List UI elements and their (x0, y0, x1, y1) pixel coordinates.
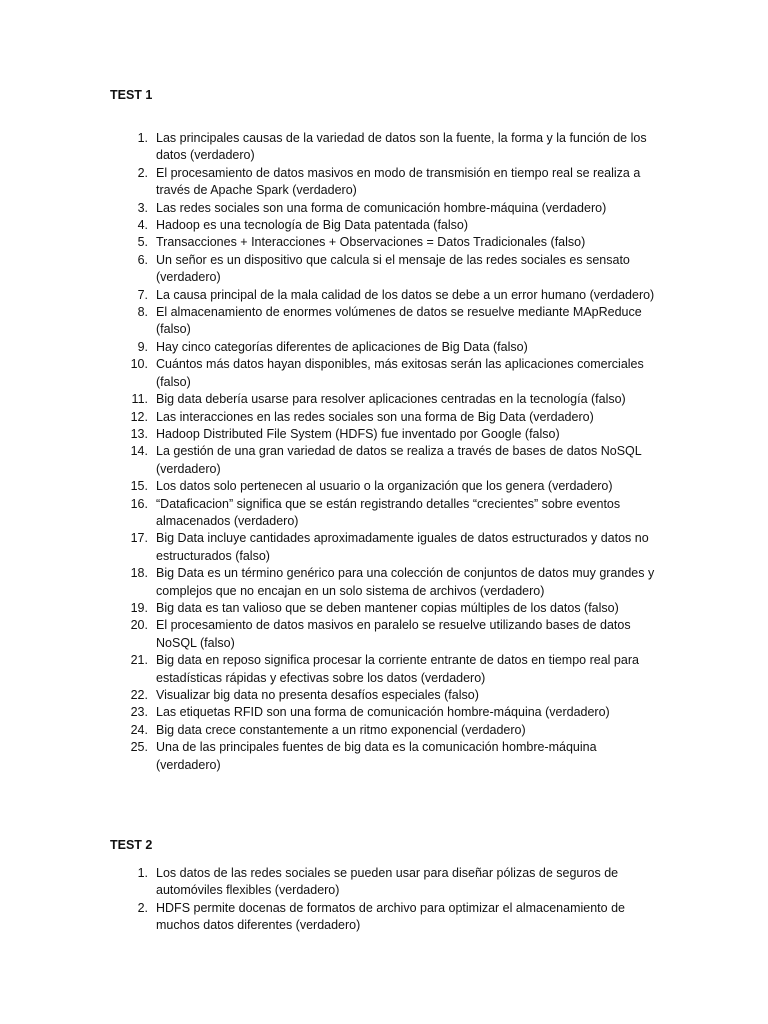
question-item (108, 339, 658, 356)
question-item (108, 287, 658, 304)
question-number: 23. (130, 705, 148, 720)
question-text: Las etiquetas RFID son una forma de comunicación hombre-máquina (verdadero) (156, 705, 610, 720)
test-1-title: TEST 1 (110, 88, 153, 102)
question-text: Cuántos más datos hayan disponibles, más exitosas serán las aplicaciones comerciales (falso) (156, 357, 644, 389)
question-number: 5. (137, 235, 148, 250)
question-number: 8. (137, 305, 148, 320)
question-text: “Dataficacion” significa que se están registrando detalles “crecientes” sobre eventos almacenados (verdadero) (156, 496, 621, 528)
question-item (108, 687, 658, 704)
question-item (108, 304, 658, 339)
question-item (108, 617, 658, 652)
question-text: Los datos de las redes sociales se pueden usar para diseñar pólizas de seguros de automóviles flexibles (verdadero) (156, 866, 619, 898)
question-text: Una de las principales fuentes de big data es la comunicación hombre-máquina (verdadero) (156, 740, 597, 772)
question-text: Visualizar big data no presenta desafíos especiales (falso) (156, 688, 479, 702)
question-number: 24. (130, 722, 148, 737)
question-number: 4. (137, 218, 148, 233)
question-item (108, 252, 658, 287)
question-item (108, 234, 658, 251)
question-item (108, 739, 658, 774)
question-item (108, 530, 658, 565)
question-text: Big data debería usarse para resolver aplicaciones centradas en la tecnología (falso) (156, 392, 626, 407)
question-item (108, 600, 658, 617)
question-text: Hadoop es una tecnología de Big Data patentada (falso) (156, 218, 469, 233)
question-text: La gestión de una gran variedad de datos se realiza a través de bases de datos NoSQL (verdadero) (156, 444, 642, 476)
question-text: Hay cinco categorías diferentes de aplicaciones de Big Data (falso) (156, 339, 528, 354)
question-number: 2. (137, 165, 148, 180)
question-number: 1. (137, 131, 148, 145)
test-1-question-list (108, 130, 658, 774)
question-text: Hadoop Distributed File System (HDFS) fue inventado por Google (falso) (156, 426, 560, 441)
question-number: 11. (131, 392, 148, 407)
question-text: Big data crece constantemente a un ritmo exponencial (verdadero) (156, 722, 526, 737)
question-number: 10. (130, 357, 148, 372)
question-text: Las principales causas de la variedad de datos son la fuente, la forma y la función de los datos (verdadero) (156, 131, 647, 163)
question-number: 14. (130, 444, 148, 459)
question-item (108, 200, 658, 217)
question-text: Transacciones + Interacciones + Observaciones = Datos Tradicionales (falso) (156, 235, 586, 250)
question-item (108, 426, 658, 443)
question-item (108, 865, 658, 900)
question-item (108, 565, 658, 600)
question-number: 6. (137, 252, 148, 267)
question-number: 13. (130, 426, 148, 441)
question-number: 7. (137, 287, 148, 302)
question-number: 3. (137, 200, 148, 215)
question-number: 2. (137, 900, 148, 915)
question-text: Las redes sociales son una forma de comunicación hombre-máquina (verdadero) (156, 200, 607, 215)
question-text: La causa principal de la mala calidad de los datos se debe a un error humano (verdadero) (156, 287, 655, 302)
question-text: Big data en reposo significa procesar la corriente entrante de datos en tiempo real para estadísticas rápidas y efectivas sobre los datos (verdadero) (156, 653, 639, 685)
question-item (108, 165, 658, 200)
question-item (108, 704, 658, 721)
question-text: Big Data es un término genérico para una colección de conjuntos de datos muy grandes y complejos que no encajan en un solo sistema de archivos (verdadero) (156, 566, 655, 598)
question-item (108, 443, 658, 478)
question-text: Los datos solo pertenecen al usuario o la organización que los genera (verdadero) (156, 479, 613, 494)
question-text: Big Data incluye cantidades aproximadamente iguales de datos estructurados y datos no estructurados (falso) (156, 531, 649, 563)
question-number: 20. (130, 618, 148, 633)
question-item (108, 409, 658, 426)
question-number: 21. (130, 653, 148, 668)
question-item (108, 722, 658, 739)
question-number: 17. (130, 531, 148, 546)
question-number: 1. (137, 866, 148, 880)
question-text: El almacenamiento de enormes volúmenes de datos se resuelve mediante MApReduce (falso) (156, 305, 642, 337)
question-item (108, 391, 658, 408)
question-text: Un señor es un dispositivo que calcula si el mensaje de las redes sociales es sensato (verdadero) (156, 252, 630, 285)
question-text: El procesamiento de datos masivos en paralelo se resuelve utilizando bases de datos NoSQL (falso) (156, 618, 631, 650)
question-number: 15. (130, 479, 148, 494)
question-number: 12. (130, 409, 148, 424)
question-item (108, 900, 658, 935)
question-item (108, 130, 658, 165)
question-item (108, 652, 658, 687)
question-number: 9. (137, 339, 148, 354)
question-number: 19. (130, 600, 148, 615)
question-number: 18. (130, 566, 148, 581)
question-item (108, 496, 658, 531)
question-number: 16. (130, 496, 148, 511)
question-item (108, 356, 658, 391)
question-item (108, 478, 658, 495)
question-number: 25. (130, 740, 148, 755)
question-text: El procesamiento de datos masivos en modo de transmisión en tiempo real se realiza a través de Apache Spark (verdadero) (156, 165, 641, 198)
question-text: Big data es tan valioso que se deben mantener copias múltiples de los datos (falso) (156, 600, 619, 615)
question-text: HDFS permite docenas de formatos de archivo para optimizar el almacenamiento de muchos datos diferentes (verdadero) (156, 900, 625, 933)
question-number: 22. (130, 688, 148, 702)
test-2-title: TEST 2 (110, 838, 153, 852)
test-2-question-list (108, 865, 658, 935)
question-item (108, 217, 658, 234)
question-text: Las interacciones en las redes sociales son una forma de Big Data (verdadero) (156, 409, 594, 424)
